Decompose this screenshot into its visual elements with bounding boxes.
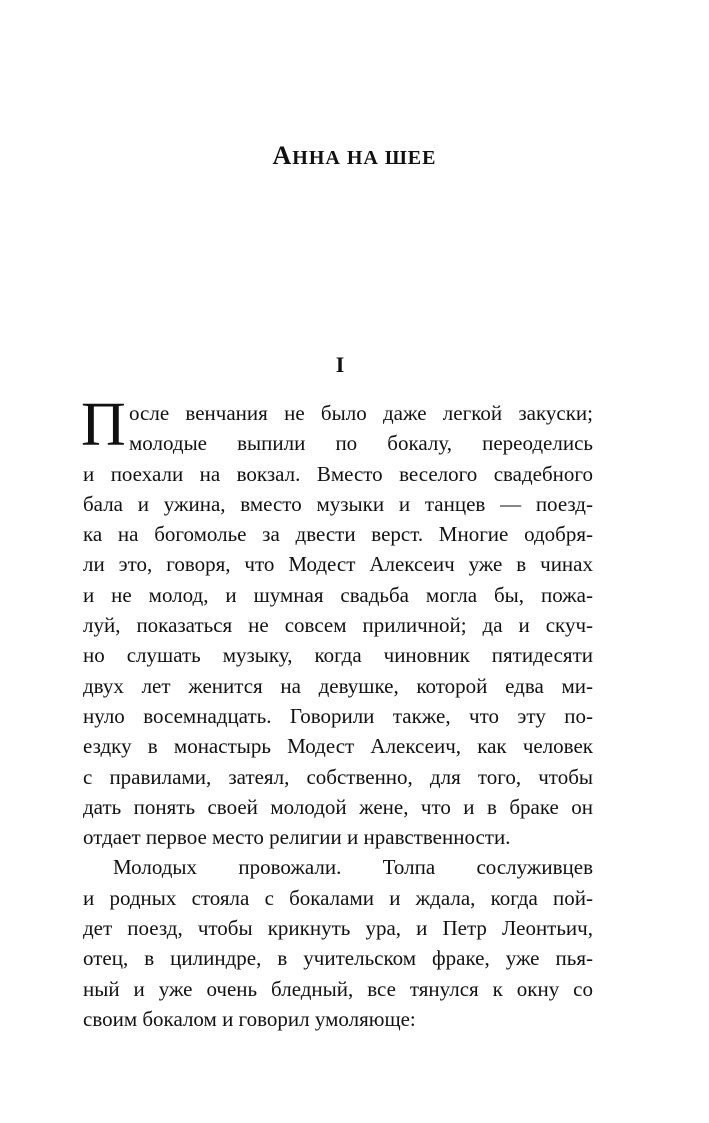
- story-title: [0, 141, 709, 173]
- text-line: дать понять своей молодой жене, что и в браке он: [83, 794, 593, 819]
- text-line: и не молод, и шумная свадьба могла бы, пожа-: [83, 582, 593, 607]
- text-line: своим бокалом и говорил умоляюще:: [83, 1006, 416, 1031]
- body-text: [81, 391, 593, 1034]
- text-line: ли это, говоря, что Модест Алексеич уже в чинах: [83, 552, 593, 577]
- text-line: ка на богомолье за двести верст. Многие одобря-: [83, 522, 593, 547]
- text-line: двух лет женится на девушке, которой едва ми-: [83, 673, 593, 698]
- text-line: и родных стояла с бокалами и ждала, когда пой-: [83, 885, 593, 910]
- text-line: ездку в монастырь Модест Алексеич, как человек: [83, 734, 593, 759]
- chapter-number: I: [335, 352, 345, 377]
- text-line: но слушать музыку, когда чиновник пятидесяти: [83, 643, 593, 668]
- text-line: отдает первое место религии и нравственности.: [83, 825, 511, 850]
- text-line: дет поезд, чтобы крикнуть ура, и Петр Леонтьич,: [83, 916, 593, 941]
- text-line: молодые выпили по бокалу, переоделись: [129, 431, 593, 456]
- text-line: бала и ужина, вместо музыки и танцев — поезд-: [83, 491, 593, 516]
- text-line: с правилами, затеял, собственно, для того, чтобы: [83, 764, 593, 789]
- title-rest: ННА НА ШЕЕ: [292, 147, 437, 169]
- drop-cap: П: [81, 391, 126, 459]
- text-line: луй, показаться не совсем приличной; да и скуч-: [83, 613, 593, 638]
- title-first-letter: А: [272, 141, 293, 170]
- text-line: ный и уже очень бледный, все тянулся к окну со: [83, 976, 593, 1001]
- text-line: нуло восемнадцать. Говорили также, что эту по-: [83, 703, 593, 728]
- text-line: отец, в цилиндре, в учительском фраке, уже пья-: [83, 946, 593, 971]
- text-line: осле венчания не было даже легкой закуски;: [129, 401, 593, 425]
- text-line: и поехали на вокзал. Вместо веселого свадебного: [83, 461, 593, 486]
- text-line: Молодых провожали. Толпа сослуживцев: [113, 855, 593, 880]
